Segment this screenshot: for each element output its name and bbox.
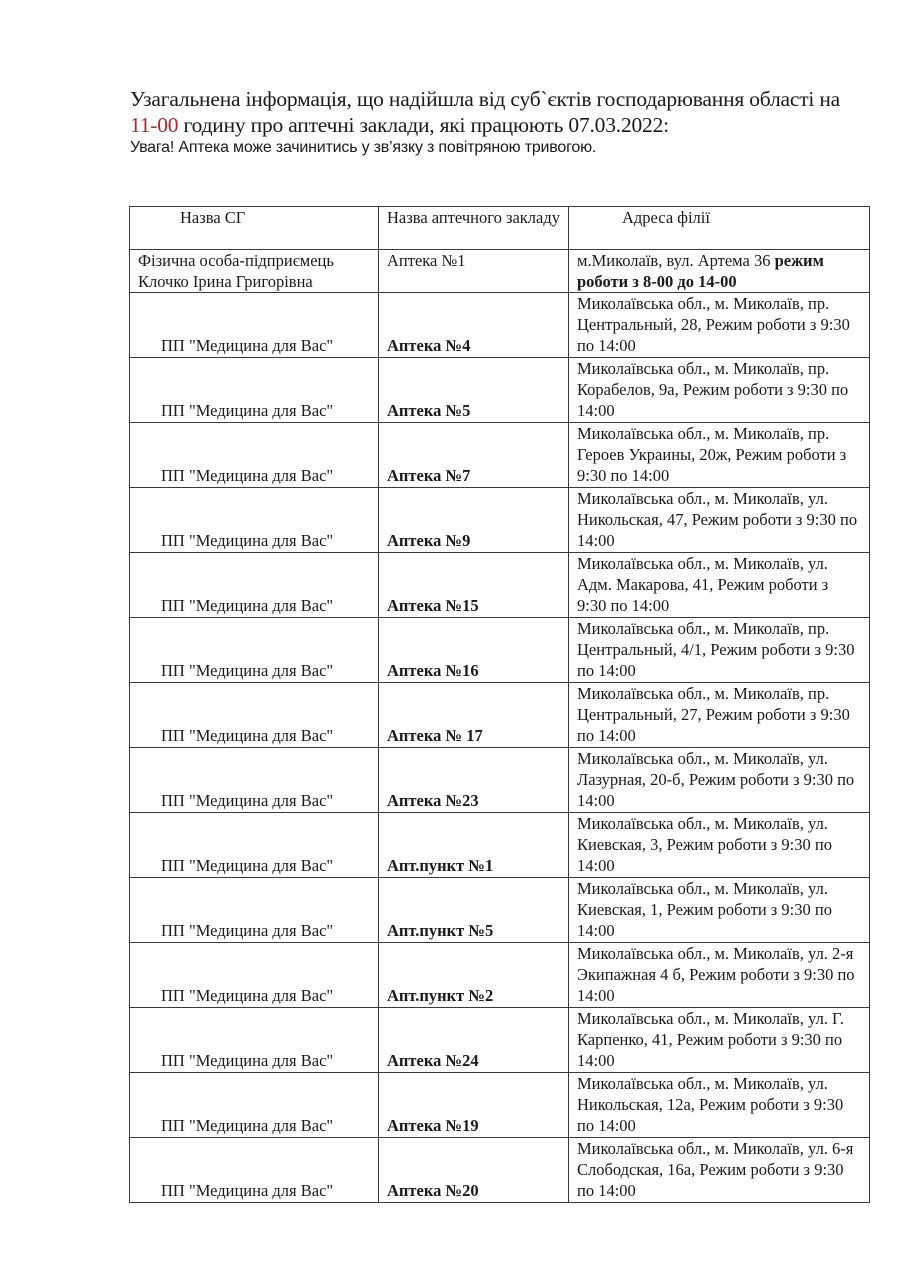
pharmacy-cell: Аптека №5 — [379, 358, 569, 423]
entity-cell: ПП "Медицина для Вас" — [130, 1008, 379, 1073]
entity-cell: ПП "Медицина для Вас" — [130, 878, 379, 943]
address-cell: Миколаївська обл., м. Миколаїв, ул. Никольская, 12а, Режим роботи з 9:30 по 14:00 — [569, 1073, 870, 1138]
pharmacy-cell: Аптека №7 — [379, 423, 569, 488]
pharmacy-cell: Аптека №19 — [379, 1073, 569, 1138]
pharmacy-cell: Аптека №24 — [379, 1008, 569, 1073]
entity-cell: ПП "Медицина для Вас" — [130, 553, 379, 618]
address-cell: Миколаївська обл., м. Миколаїв, ул. Никольская, 47, Режим роботи з 9:30 по 14:00 — [569, 488, 870, 553]
title-part2: годину про аптечні заклади, які працюють 07.03.2022: — [178, 113, 669, 137]
table-row — [130, 618, 870, 683]
address-cell: Миколаївська обл., м. Миколаїв, ул. Г. Карпенко, 41, Режим роботи з 9:30 по 14:00 — [569, 1008, 870, 1073]
air-raid-warning: Увага! Аптека може зачинитись у зв’язку з повітряною тривогою. — [130, 139, 597, 156]
entity-cell: ПП "Медицина для Вас" — [130, 1138, 379, 1203]
address-cell: Миколаївська обл., м. Миколаїв, пр. Центральный, 28, Режим роботи з 9:30 по 14:00 — [569, 293, 870, 358]
pharmacy-cell: Аптека №1 — [379, 250, 569, 293]
title-time: 11-00 — [130, 113, 179, 137]
header-address: Адреса філії — [569, 207, 870, 250]
table-row — [130, 250, 870, 293]
header-entity: Назва СГ — [130, 207, 379, 250]
entity-cell: ПП "Медицина для Вас" — [130, 748, 379, 813]
address-cell: Миколаївська обл., м. Миколаїв, ул. Лазурная, 20-б, Режим роботи з 9:30 по 14:00 — [569, 748, 870, 813]
table-row — [130, 293, 870, 358]
address-cell: Миколаївська обл., м. Миколаїв, ул. 6-я Слободская, 16а, Режим роботи з 9:30 по 14:00 — [569, 1138, 870, 1203]
table-row — [130, 943, 870, 1008]
pharmacy-cell: Аптека №16 — [379, 618, 569, 683]
address-cell — [569, 250, 870, 293]
document-title — [130, 86, 875, 138]
table-row — [130, 423, 870, 488]
address-cell: Миколаївська обл., м. Миколаїв, ул. 2-я Экипажная 4 б, Режим роботи з 9:30 по 14:00 — [569, 943, 870, 1008]
entity-cell: ПП "Медицина для Вас" — [130, 358, 379, 423]
pharmacy-cell: Аптека №15 — [379, 553, 569, 618]
entity-cell: ПП "Медицина для Вас" — [130, 943, 379, 1008]
pharmacy-cell: Аптека №23 — [379, 748, 569, 813]
address-text: м.Миколаїв, вул. Артема 36 — [577, 251, 775, 270]
address-cell: Миколаївська обл., м. Миколаїв, пр. Корабелов, 9а, Режим роботи з 9:30 по 14:00 — [569, 358, 870, 423]
entity-cell: ПП "Медицина для Вас" — [130, 1073, 379, 1138]
address-cell: Миколаївська обл., м. Миколаїв, пр. Центральный, 27, Режим роботи з 9:30 по 14:00 — [569, 683, 870, 748]
table-row — [130, 878, 870, 943]
entity-cell: Фізична особа-підприємець Клочко Ірина Григорівна — [130, 250, 379, 293]
table-row — [130, 1073, 870, 1138]
entity-cell: ПП "Медицина для Вас" — [130, 683, 379, 748]
entity-cell: ПП "Медицина для Вас" — [130, 293, 379, 358]
entity-cell: ПП "Медицина для Вас" — [130, 813, 379, 878]
table-row — [130, 488, 870, 553]
table-row — [130, 683, 870, 748]
table-row — [130, 358, 870, 423]
pharmacy-cell: Аптека №20 — [379, 1138, 569, 1203]
table-row — [130, 813, 870, 878]
table-row — [130, 1008, 870, 1073]
address-cell: Миколаївська обл., м. Миколаїв, ул. Киевская, 3, Режим роботи з 9:30 по 14:00 — [569, 813, 870, 878]
address-cell: Миколаївська обл., м. Миколаїв, пр. Центральный, 4/1, Режим роботи з 9:30 по 14:00 — [569, 618, 870, 683]
working-hours: режим роботи з 8-00 до 14-00 — [577, 251, 824, 291]
entity-cell: ПП "Медицина для Вас" — [130, 488, 379, 553]
entity-cell: ПП "Медицина для Вас" — [130, 618, 379, 683]
pharmacy-cell: Апт.пункт №1 — [379, 813, 569, 878]
table-row — [130, 553, 870, 618]
title-part1: Узагальнена інформація, що надійшла від суб`єктів господарювання області на — [130, 87, 841, 111]
entity-cell: ПП "Медицина для Вас" — [130, 423, 379, 488]
table-row — [130, 748, 870, 813]
pharmacy-cell: Апт.пункт №2 — [379, 943, 569, 1008]
pharmacy-cell: Аптека №4 — [379, 293, 569, 358]
pharmacy-cell: Аптека №9 — [379, 488, 569, 553]
address-cell: Миколаївська обл., м. Миколаїв, пр. Героев Украины, 20ж, Режим роботи з 9:30 по 14:00 — [569, 423, 870, 488]
pharmacy-cell: Аптека № 17 — [379, 683, 569, 748]
pharmacy-table — [129, 206, 870, 1203]
table-header-row — [130, 207, 870, 250]
pharmacy-cell: Апт.пункт №5 — [379, 878, 569, 943]
address-cell: Миколаївська обл., м. Миколаїв, ул. Адм. Макарова, 41, Режим роботи з 9:30 по 14:00 — [569, 553, 870, 618]
header-pharmacy: Назва аптечного закладу — [379, 207, 569, 250]
address-cell: Миколаївська обл., м. Миколаїв, ул. Киевская, 1, Режим роботи з 9:30 по 14:00 — [569, 878, 870, 943]
table-row — [130, 1138, 870, 1203]
